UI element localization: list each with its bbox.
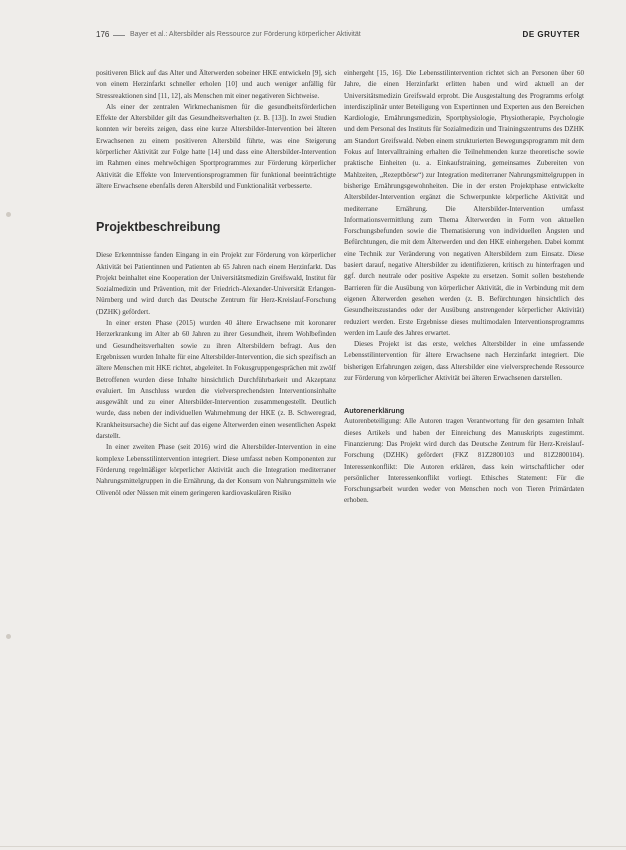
body-paragraph: Dieses Projekt ist das erste, welches Altersbilder in eine umfassende Lebensstilintervention für ältere Erwachsene nach Herzinfarkt integriert. Die bisherigen Erfahrungen zeigen, dass Altersbilder eine vielversprechende Ressource zur Förderung von körperlicher Aktivität bei älteren Erwachsenen darstellen. — [344, 340, 584, 383]
punch-hole — [6, 212, 11, 217]
author-declaration: Autorenbeteiligung: Alle Autoren tragen Verantwortung für den gesamten Inhalt dieses Artikels und haben der Einreichung des Manuskripts zugestimmt. Finanzierung: Das Projekt wird durch das Deutsche Zentrum für Herz-Kreislauf-Forschung (DZHK) gefördert (FKZ 81Z2800103 und 81Z2800104). Interessenkonflikt: Die Autoren erklären, dass kein wirtschaftlicher oder persönlicher Interessenkonflikt vorliegt. Ethisches Statement: Für die Forschungsarbeit wurden weder von Menschen noch von Tieren Primärdaten erhoben. — [344, 417, 584, 505]
body-paragraph: In einer zweiten Phase (seit 2016) wird die Altersbilder-Intervention in eine komplexe Lebensstilintervention integriert. Diese umfasst neben Komponenten zur Förderung regelmäßiger körperlicher Aktivität auch die Integration mediterraner Nahrungsmittelgruppen in die Ernährung, da der Konsum von Nahrungsmitteln wie Olivenöl oder Nüssen mit einem geringeren kardiovaskulären Risiko — [96, 443, 336, 497]
page-number: 176 — [96, 30, 110, 39]
body-paragraph: In einer ersten Phase (2015) wurden 40 ältere Erwachsene mit koronarer Herzerkrankung im Alter ab 60 Jahren zu ihrer Gesundheit, ihrem Wohlbefinden und Gesundheitsverhalten sowie zu ihren Altersbildern befragt. Aus den Ergebnissen wurden Inhalte für eine Altersbilder-Intervention, die sich spezifisch an ältere Menschen mit HKE richtet, abgeleitet. In Fokusgruppengesprächen mit zwölf Betroffenen wurden diese Inhalte hinsichtlich Durchführbarkeit und Akzeptanz evaluiert. Im Anschluss wurden die vielversprechendsten Interventionsinhalte ausgewählt und zu einer Altersbilder-Intervention zusammengestellt. Deutlich wurde, dass neben der individuellen Wahrnehmung der HKE (z. B. Schweregrad, Krankheitsursache) die Sicht auf das eigene Älterwerden einen wesentlichen Aspekt darstellt. — [96, 319, 336, 441]
header-dash — [113, 35, 125, 36]
left-column — [96, 68, 336, 499]
body-paragraph: einhergeht [15, 16]. Die Lebensstilintervention richtet sich an Personen über 60 Jahre, die einen Herzinfarkt erlitten haben und wird aktuell an der Universitätsmedizin Greifswald erprobt. Die Ausgestaltung des Programms erfolgt interdisziplinär unter Beteiligung von Expertinnen und Experten aus den Bereichen Kardiologie, Ernährungsmedizin, Sportphysiologie, Physiotherapie, Psychologie und dem Personal des Instituts für Sozialmedizin und Trainingszentrums des DZHK am Standort Greifswald. Neben einem strukturierten Bewegungsprogramm mit dem Fokus auf Intervalltraining erhalten die Teilnehmenden kurze theoretische sowie praktische Einheiten (u. a. Einkaufstraining, gemeinsames Zubereiten von Mahlzeiten, „Rezeptbörse“) zur Integration mediterraner Nahrungsmittelgruppen in bisherige Ernährungsgewohnheiten. Die in der ersten Projektphase entwickelte Altersbilder-Intervention ergänzt die Schwerpunkte körperliche Aktivität und mediterrane Ernährung. Die Altersbilder-Intervention umfasst Informationsvermittlung zum Thema Älterwerden in Form von aktuellen Forschungsbefunden sowie die Thematisierung von individuellen Ängsten und Befürchtungen, die mit dem Älterwerden und den HKE einhergehen. Dabei kommt eine Technik zur Veränderung von negativen Altersbildern zum Einsatz. Diese basiert darauf, negative Altersbilder zu identifizieren, kritisch zu hinterfragen und ggf. durch neutrale oder positive Aspekte zu ersetzen. Somit sollen bestehende Barrieren für die Ausübung von körperlicher Aktivität, die in Verbindung mit dem eigenen Älterwerden gesehen werden (z. B. Befürchtungen hinsichtlich des Gesundheitszustandes oder der Ausübung anstrengender körperlicher Aktivität) reduziert werden. Erste Ergebnisse dieses multimodalen Interventionsprogramms werden im Laufe des Jahres erwartet. — [344, 69, 584, 337]
right-column — [344, 68, 584, 507]
subsection-heading: Autorenerklärung — [344, 406, 405, 416]
page-edge — [0, 846, 626, 847]
punch-hole — [6, 634, 11, 639]
section-heading: Projektbeschreibung — [96, 220, 221, 235]
body-paragraph: Als einer der zentralen Wirkmechanismen für die gesundheitsförderlichen Effekte der Altersbilder gilt das Gesundheitsverhalten (z. B. [13]). In zwei Studien konnten wir bereits zeigen, dass eine kurze Altersbilder-Intervention bei älteren Erwachsenen zu einem positiveren Altersbild führte, was eine Steigerung körperlicher Aktivität zur Folge hatte [14] und dass eine Altersbilder-Intervention im Rahmen eines mehrwöchigen Sportprogrammes zur Förderung körperlicher Aktivität die Effekte von Interventionsprogrammen für funktional beeinträchtigte ältere Erwachsene ebenfalls deren Altersbild und Funktionalität verbesserte. — [96, 102, 336, 190]
running-header — [96, 30, 580, 44]
publisher-logo: DE GRUYTER — [522, 30, 580, 39]
running-title: Bayer et al.: Altersbilder als Ressource zur Förderung körperlicher Aktivität — [130, 31, 361, 38]
body-paragraph: positiveren Blick auf das Alter und Älterwerden sobeiner HKE entwickeln [9], sich von einem Herzinfarkt schneller erholen [10] und auch weniger anfällig für Stressreaktionen sind [11, 12], als Menschen mit einer negativeren Sichtweise. — [96, 69, 336, 100]
body-paragraph: Diese Erkenntnisse fanden Eingang in ein Projekt zur Förderung von körperlicher Aktivität bei Patientinnen und Patienten ab 65 Jahren nach einem Herzinfarkt. Das Projekt beinhaltet eine Kooperation der Universitätsmedizin Greifswald, Institut für Sozialmedizin und Prävention, mit der Friedrich-Alexander-Universität Erlangen-Nürnberg und wird durch das Deutsche Zentrum für Herz-Kreislauf-Forschung (DZHK) gefördert. — [96, 251, 336, 316]
